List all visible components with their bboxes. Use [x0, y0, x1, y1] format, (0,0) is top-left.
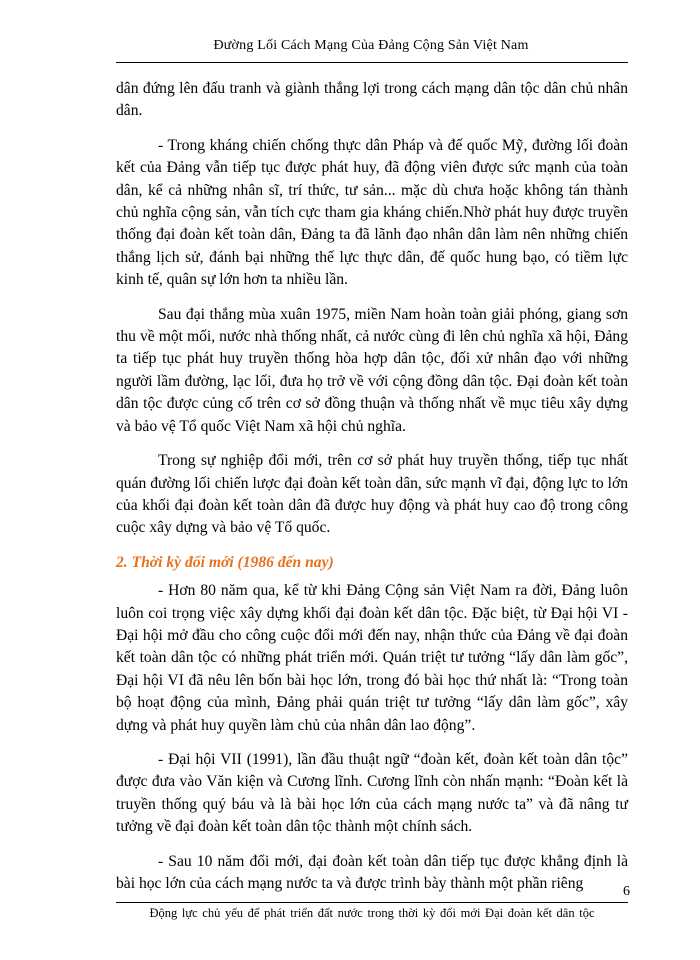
paragraph: - Trong kháng chiến chống thực dân Pháp và đế quốc Mỹ, đường lối đoàn kết của Đảng vẫn tiếp tục được phát huy, đã động viên được sức mạnh của toàn dân, kể cả những nhân sĩ, trí thức, tư sản... mặc dù chưa hoặc không tán thành chủ nghĩa cộng sản, vẫn tích cực tham gia kháng chiến.Nhờ phát huy được truyền thống đại đoàn kết toàn dân, Đảng ta đã lãnh đạo nhân dân làm nên những chiến thắng lịch sử, đánh bại những thế lực thực dân, đế quốc hung bạo, có tiềm lực kinh tế, quân sự lớn hơn ta nhiều lần.	[116, 136, 628, 289]
header-rule	[116, 62, 628, 63]
page-number: 6	[623, 884, 630, 899]
paragraph: Sau đại thắng mùa xuân 1975, miền Nam hoàn toàn giải phóng, giang sơn thu về một mối, nước nhà thống nhất, cả nước cùng đi lên chủ nghĩa xã hội, Đảng ta tiếp tục phát huy truyền thống hòa hợp dân tộc, đối xử nhân đạo với những người lầm đường, lạc lối, đưa họ trở về với cộng đồng dân tộc. Đại đoàn kết toàn dân tộc được củng cố trên cơ sở đồng thuận và thống nhất về mục tiêu xây dựng và bảo vệ Tổ quốc Việt Nam xã hội chủ nghĩa.	[116, 305, 628, 435]
paragraph: - Hơn 80 năm qua, kể từ khi Đảng Cộng sản Việt Nam ra đời, Đảng luôn luôn coi trọng việc xây dựng khối đại đoàn kết dân tộc. Đặc biệt, từ Đại hội VI - Đại hội mở đầu cho công cuộc đổi mới đến nay, nhận thức của Đảng về đại đoàn kết toàn dân tộc có những phát triển mới. Quán triệt tư tưởng “lấy dân làm gốc”, Đại hội VI đã nêu lên bốn bài học lớn, trong đó bài học thứ nhất là: “Trong toàn bộ hoạt động của mình, Đảng phải quán triệt tư tưởng “lấy dân làm gốc”, xây dựng và phát huy quyền làm chủ của nhân dân lao động”.	[116, 582, 628, 734]
paragraph: - Đại hội VII (1991), lần đầu thuật ngữ “đoàn kết, đoàn kết toàn dân tộc” được đưa vào Văn kiện và Cương lĩnh. Cương lĩnh còn nhấn mạnh: “Đoàn kết là truyền thống quý báu và là bài học lớn của cách mạng nước ta” và đã nâng tư tưởng về đại đoàn kết toàn dân tộc thành một chính sách.	[116, 750, 628, 836]
paragraph: - Sau 10 năm đổi mới, đại đoàn kết toàn dân tiếp tục được khẳng định là bài học lớn của cách mạng nước ta và được trình bày thành một phần riêng	[116, 852, 628, 892]
running-header: Đường Lối Cách Mạng Của Đảng Cộng Sản Việt Nam	[213, 38, 529, 53]
paragraph: dân đứng lên đấu tranh và giành thắng lợi trong cách mạng dân tộc dân chủ nhân dân.	[116, 80, 628, 120]
section-heading: 2. Thời kỳ đổi mới (1986 đến nay)	[116, 553, 334, 571]
footer-rule	[116, 902, 628, 903]
document-body	[116, 78, 628, 907]
paragraph: Trong sự nghiệp đổi mới, trên cơ sở phát huy truyền thống, tiếp tục nhất quán đường lối chiến lược đại đoàn kết toàn dân, sức mạnh vĩ đại, động lực to lớn của khối đại đoàn kết toàn dân đã được huy động và phát huy cao độ trong công cuộc xây dựng và bảo vệ Tổ quốc.	[116, 452, 628, 537]
running-footer: Động lực chủ yếu để phát triển đất nước trong thời kỳ đổi mới Đại đoàn kết dân tộc	[149, 906, 595, 920]
